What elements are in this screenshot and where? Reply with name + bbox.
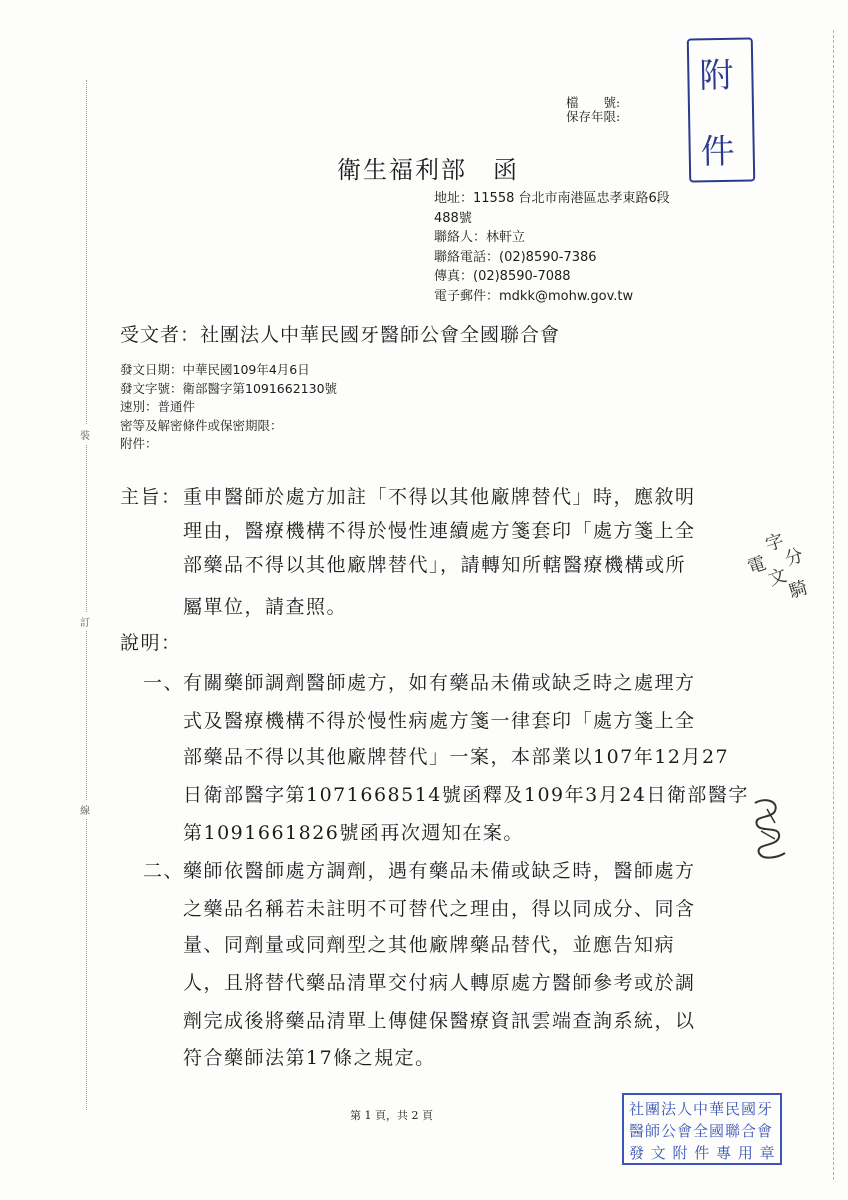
item-2-line-4: 人，且將替代藥品清單交付病人轉原處方醫師參考或於調 bbox=[183, 972, 696, 994]
item-2-line-3: 量、同劑量或同劑型之其他廠牌藥品替代，並應告知病 bbox=[183, 934, 676, 956]
item-1-line-3: 部藥品不得以其他廠牌替代」一案，本部業以107年12月27 bbox=[183, 746, 730, 768]
item-2-line-6: 符合藥師法第17條之規定。 bbox=[183, 1047, 436, 1069]
contact-email: 電子郵件：mdkk@mohw.gov.tw bbox=[434, 288, 634, 304]
seal-char-5: 騎 bbox=[786, 577, 811, 603]
contact-address-line-1: 地址：11558 台北市南港區忠孝東路6段 bbox=[434, 191, 670, 206]
handwritten-mark-icon bbox=[745, 795, 793, 865]
binding-line bbox=[86, 80, 87, 1110]
meta-block bbox=[120, 361, 337, 454]
binding-mark-ding: 訂 bbox=[80, 612, 90, 631]
subject-label: 主旨： bbox=[120, 486, 182, 508]
file-number-label: 檔 號: bbox=[566, 95, 621, 110]
binding-mark-zhuang: 裝 bbox=[80, 425, 90, 444]
explanation-label: 說明： bbox=[120, 632, 182, 654]
union-stamp-line-2: 醫師公會全國聯合會 bbox=[629, 1122, 774, 1140]
subject-line-3: 部藥品不得以其他廠牌替代」，請轉知所轄醫療機構或所 bbox=[183, 554, 687, 576]
seal-char-2: 分 bbox=[782, 544, 806, 571]
item-1-line-2: 式及醫療機構不得於慢性病處方箋一律套印「處方箋上全 bbox=[183, 710, 696, 732]
item-1-line-1: 有關藥師調劑醫師處方，如有藥品未備或缺乏時之處理方 bbox=[183, 672, 696, 694]
seal-char-1: 字 bbox=[762, 530, 787, 556]
attachment-stamp-char-2: 件 bbox=[700, 131, 736, 173]
contact-block bbox=[434, 189, 670, 306]
union-stamp-line-1: 社團法人中華民國牙 bbox=[629, 1100, 774, 1118]
item-1-line-4: 日衛部醫字第1071668514號函釋及109年3月24日衛部醫字 bbox=[183, 784, 749, 806]
subject-line-1: 重申醫師於處方加註「不得以其他廠牌替代」時，應敘明 bbox=[183, 486, 696, 508]
union-attachment-stamp bbox=[622, 1093, 782, 1165]
seal-char-4: 文 bbox=[765, 565, 790, 591]
retention-label: 保存年限: bbox=[566, 109, 621, 124]
subject-line-4: 屬單位，請查照。 bbox=[183, 596, 348, 618]
attachments-label: 附件： bbox=[120, 436, 158, 451]
item-2-line-1: 藥師依醫師處方調劑，遇有藥品未備或缺乏時，醫師處方 bbox=[183, 860, 696, 882]
item-1-line-5: 第1091661826號函再次週知在案。 bbox=[183, 822, 524, 844]
union-stamp-line-3: 發 文 附 件 專 用 章 bbox=[629, 1144, 776, 1162]
subject-line-2: 理由，醫療機構不得於慢性連續處方箋套印「處方箋上全 bbox=[183, 520, 696, 542]
page-edge-line bbox=[833, 30, 834, 1180]
delivery-speed: 速別：普通件 bbox=[120, 399, 196, 414]
contact-phone: 聯絡電話：(02)8590-7386 bbox=[434, 249, 597, 265]
item-2-line-2: 之藥品名稱若未註明不可替代之理由，得以同成分、同含 bbox=[183, 898, 696, 920]
classification: 密等及解密條件或保密期限： bbox=[120, 417, 283, 433]
contact-address-line-2: 488號 bbox=[434, 210, 472, 226]
page-footer: 第 1 頁，共 2 頁 bbox=[350, 1109, 433, 1122]
contact-person: 聯絡人：林軒立 bbox=[434, 230, 526, 245]
binding-mark-xian: 線 bbox=[80, 800, 90, 819]
attachment-stamp bbox=[687, 37, 756, 182]
item-1-number: 一、 bbox=[143, 672, 185, 694]
item-2-line-5: 劑完成後將藥品清單上傳健保醫療資訊雲端查詢系統，以 bbox=[183, 1010, 696, 1032]
riding-seal bbox=[731, 522, 817, 618]
contact-fax: 傳真：(02)8590-7088 bbox=[434, 269, 571, 284]
document-number: 發文字號：衛部醫字第1091662130號 bbox=[120, 380, 338, 396]
item-2-number: 二、 bbox=[143, 860, 185, 882]
issue-date: 發文日期：中華民國109年4月6日 bbox=[120, 362, 310, 377]
document-title: 衛生福利部 函 bbox=[337, 156, 519, 184]
recipient-line: 受文者：社團法人中華民國牙醫師公會全國聯合會 bbox=[120, 324, 561, 346]
attachment-stamp-char-1: 附 bbox=[699, 55, 734, 97]
seal-char-3: 電 bbox=[744, 552, 769, 579]
